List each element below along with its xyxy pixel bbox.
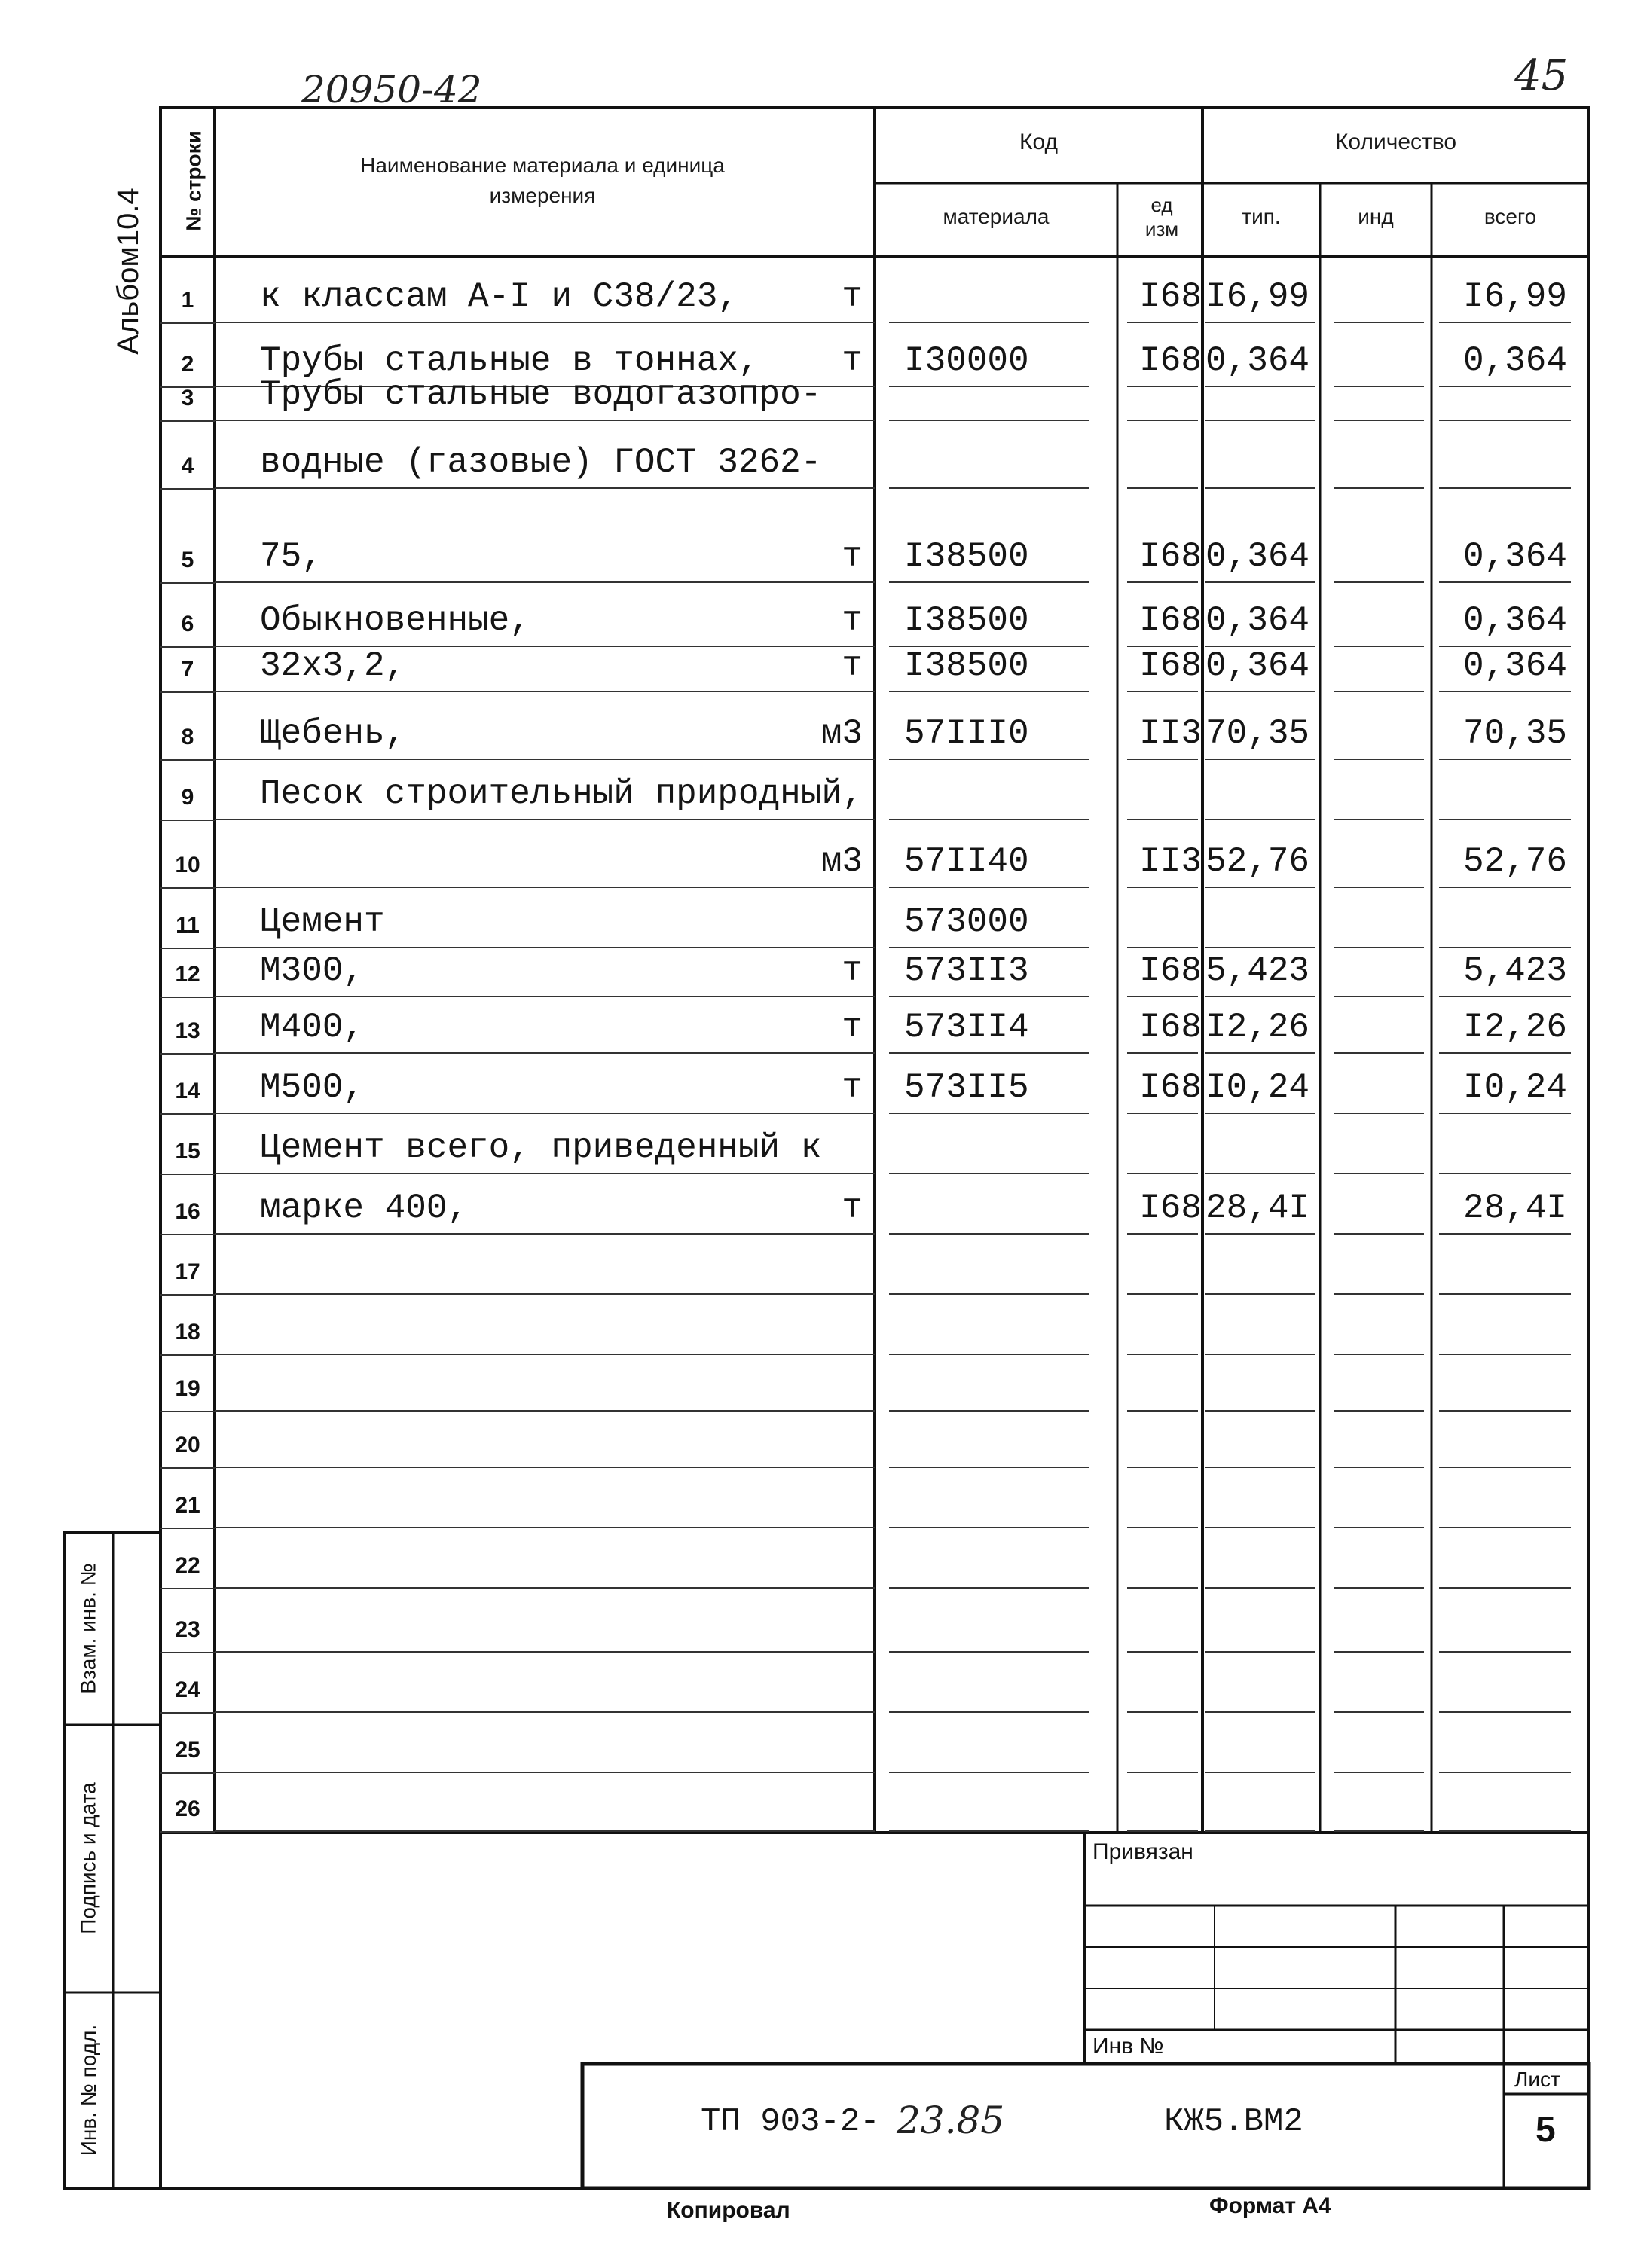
- stamp-vzam-inv: Взам. инв. №: [76, 1563, 100, 1694]
- designation-prefix: ТП 903-2-: [701, 2103, 880, 2141]
- row-rule: [1127, 819, 1198, 820]
- row-number: 3: [181, 386, 194, 411]
- row-rule: [215, 1052, 875, 1054]
- designation-handwritten: 23.85: [897, 2099, 1005, 2142]
- row-unit-code: I68: [1139, 601, 1202, 640]
- row-rule: [889, 386, 1089, 387]
- row-qty-typ: 52,76: [1205, 842, 1310, 881]
- row-rule: [1439, 996, 1571, 997]
- row-unit: т: [842, 1189, 863, 1228]
- row-rule: [1439, 322, 1571, 323]
- row-number-rule: [160, 887, 215, 889]
- row-rule: [1334, 996, 1424, 997]
- row-qty-total: I0,24: [1462, 1068, 1567, 1107]
- row-unit: т: [842, 341, 863, 380]
- row-code: 57III0: [904, 714, 1029, 753]
- row-rule: [1334, 947, 1424, 948]
- row-rule: [889, 487, 1089, 489]
- row-number: 11: [176, 913, 200, 938]
- row-material-name: М400,: [260, 1008, 365, 1047]
- row-number: 16: [175, 1199, 200, 1224]
- row-material-name: водные (газовые) ГОСТ 3262-: [260, 443, 822, 482]
- designation-code: КЖ5.ВМ2: [1164, 2103, 1303, 2141]
- row-rule: [1127, 1711, 1198, 1713]
- row-unit-code: I68: [1139, 1068, 1202, 1107]
- document-number: 20950-42: [301, 68, 482, 111]
- row-unit: т: [842, 951, 863, 991]
- row-number: 7: [181, 657, 194, 682]
- row-rule: [1127, 1410, 1198, 1412]
- row-material-name: 32x3,2,: [260, 646, 406, 685]
- row-number: 26: [175, 1796, 200, 1821]
- row-number-rule: [160, 1113, 215, 1115]
- row-number-rule: [160, 1831, 215, 1833]
- row-number-rule: [160, 1712, 215, 1714]
- row-rule: [1127, 581, 1198, 583]
- row-rule: [215, 487, 875, 489]
- row-rule: [215, 691, 875, 692]
- row-rule: [1205, 1113, 1315, 1114]
- row-rule: [1334, 581, 1424, 583]
- row-qty-typ: 5,423: [1205, 951, 1310, 991]
- row-rule: [1439, 1467, 1571, 1468]
- row-rule: [1439, 1173, 1571, 1174]
- row-unit: т: [842, 646, 863, 685]
- header-code-unit: ед изм: [1144, 194, 1179, 240]
- row-unit: т: [842, 1008, 863, 1047]
- row-code: 573000: [904, 902, 1029, 942]
- row-qty-typ: I6,99: [1205, 277, 1310, 316]
- row-unit-code: II3: [1139, 842, 1202, 881]
- row-number: 21: [175, 1493, 200, 1518]
- row-material-name: марке 400,: [260, 1189, 469, 1228]
- row-rule: [215, 887, 875, 888]
- row-rule: [1334, 1527, 1424, 1528]
- row-qty-total: 28,4I: [1462, 1189, 1567, 1228]
- row-rule: [1439, 1113, 1571, 1114]
- row-rule: [215, 1830, 875, 1832]
- row-rule: [1439, 1354, 1571, 1355]
- row-rule: [215, 1587, 875, 1589]
- row-rule: [215, 1410, 875, 1412]
- sheet-number: 5: [1535, 2110, 1556, 2150]
- row-rule: [1127, 996, 1198, 997]
- page-number-handwritten: 45: [1514, 51, 1569, 100]
- row-rule: [1334, 1830, 1424, 1832]
- row-number: 8: [181, 725, 194, 749]
- row-rule: [215, 1711, 875, 1713]
- row-unit-code: I68: [1139, 646, 1202, 685]
- row-number: 23: [175, 1617, 200, 1642]
- inv-no-label: Инв №: [1092, 2034, 1164, 2059]
- header-qty-ind: инд: [1358, 205, 1394, 228]
- row-unit: м3: [820, 842, 863, 881]
- row-number-rule: [160, 1467, 215, 1469]
- row-rule: [1127, 487, 1198, 489]
- header-qty-typ: тип.: [1242, 205, 1281, 228]
- row-rule: [1205, 1772, 1315, 1773]
- row-rule: [1439, 1293, 1571, 1295]
- row-qty-total: 0,364: [1462, 601, 1567, 640]
- row-rule: [1334, 646, 1424, 647]
- row-rule: [1205, 1173, 1315, 1174]
- row-rule: [1439, 1052, 1571, 1054]
- header-code: Код: [1019, 130, 1058, 154]
- row-qty-typ: 0,364: [1205, 646, 1310, 685]
- row-rule: [889, 1113, 1089, 1114]
- row-rule: [1127, 386, 1198, 387]
- row-rule: [1439, 1587, 1571, 1589]
- row-rule: [1127, 947, 1198, 948]
- row-rule: [889, 819, 1089, 820]
- row-number: 15: [175, 1139, 200, 1164]
- row-number: 2: [181, 352, 194, 377]
- stamp-podpis-data: Подпись и дата: [76, 1782, 100, 1934]
- row-rule: [1127, 1527, 1198, 1528]
- row-qty-typ: I0,24: [1205, 1068, 1310, 1107]
- row-number-rule: [160, 759, 215, 761]
- row-rule: [1127, 1772, 1198, 1773]
- row-rule: [1334, 1772, 1424, 1773]
- row-rule: [1127, 1233, 1198, 1235]
- row-rule: [1439, 420, 1571, 421]
- row-rule: [889, 322, 1089, 323]
- row-unit-code: I68: [1139, 341, 1202, 380]
- row-rule: [215, 819, 875, 820]
- row-qty-total: 0,364: [1462, 341, 1567, 380]
- row-rule: [889, 1830, 1089, 1832]
- row-number: 5: [181, 548, 194, 572]
- row-rule: [1439, 947, 1571, 948]
- row-number-rule: [160, 948, 215, 949]
- row-qty-total: 0,364: [1462, 537, 1567, 576]
- row-rule: [1127, 1651, 1198, 1653]
- row-unit-code: I68: [1139, 537, 1202, 576]
- row-rule: [1439, 1772, 1571, 1773]
- row-qty-total: I6,99: [1462, 277, 1567, 316]
- row-material-name: Щебень,: [260, 714, 406, 753]
- row-unit: т: [842, 537, 863, 576]
- row-code: I30000: [904, 341, 1029, 380]
- row-rule: [889, 1410, 1089, 1412]
- row-number: 13: [175, 1018, 200, 1043]
- row-rule: [1127, 887, 1198, 888]
- stamp-inv-podl: Инв. № подл.: [77, 2024, 100, 2157]
- row-rule: [1205, 1830, 1315, 1832]
- row-number-rule: [160, 1528, 215, 1529]
- row-number-rule: [160, 1234, 215, 1235]
- row-rule: [215, 1173, 875, 1174]
- row-number-rule: [160, 488, 215, 490]
- row-rule: [215, 1651, 875, 1653]
- row-number: 19: [175, 1376, 200, 1401]
- row-rule: [1334, 1467, 1424, 1468]
- row-rule: [1334, 691, 1424, 692]
- row-rule: [1127, 1354, 1198, 1355]
- row-qty-typ: I2,26: [1205, 1008, 1310, 1047]
- row-rule: [1334, 1173, 1424, 1174]
- row-rule: [889, 1293, 1089, 1295]
- row-number-rule: [160, 1588, 215, 1589]
- row-rule: [1334, 1052, 1424, 1054]
- row-number: 10: [175, 853, 200, 878]
- row-number-rule: [160, 1411, 215, 1412]
- row-rule: [889, 996, 1089, 997]
- row-number-rule: [160, 1294, 215, 1296]
- row-unit: м3: [820, 714, 863, 753]
- row-rule: [1127, 1052, 1198, 1054]
- row-material-name: М500,: [260, 1068, 365, 1107]
- row-number: 25: [175, 1738, 200, 1763]
- row-rule: [1205, 996, 1315, 997]
- row-unit-code: II3: [1139, 714, 1202, 753]
- row-material-name: М300,: [260, 951, 365, 991]
- row-rule: [1205, 1651, 1315, 1653]
- row-qty-total: I2,26: [1462, 1008, 1567, 1047]
- row-rule: [1439, 386, 1571, 387]
- header-quantity: Количество: [1334, 130, 1457, 154]
- row-rule: [889, 887, 1089, 888]
- row-number-rule: [160, 1772, 215, 1774]
- row-rule: [1127, 1467, 1198, 1468]
- row-rule: [889, 1052, 1089, 1054]
- row-code: 573II5: [904, 1068, 1029, 1107]
- row-number: 1: [181, 288, 194, 313]
- row-rule: [889, 1651, 1089, 1653]
- row-rule: [1439, 759, 1571, 760]
- row-material-name: Песок строительный природный,: [260, 774, 863, 813]
- row-number-rule: [160, 1174, 215, 1175]
- row-unit-code: I68: [1139, 277, 1202, 316]
- row-rule: [1334, 386, 1424, 387]
- row-rule: [1127, 420, 1198, 421]
- row-qty-typ: 28,4I: [1205, 1189, 1310, 1228]
- row-qty-typ: 70,35: [1205, 714, 1310, 753]
- row-rule: [215, 1293, 875, 1295]
- row-number-rule: [160, 582, 215, 584]
- row-rule: [889, 581, 1089, 583]
- row-rule: [215, 420, 875, 421]
- row-rule: [1205, 1293, 1315, 1295]
- row-rule: [889, 1354, 1089, 1355]
- row-rule: [1334, 1293, 1424, 1295]
- row-rule: [1334, 819, 1424, 820]
- row-rule: [889, 1173, 1089, 1174]
- row-rule: [889, 1711, 1089, 1713]
- row-rule: [889, 420, 1089, 421]
- row-rule: [1439, 691, 1571, 692]
- row-rule: [1334, 420, 1424, 421]
- row-rule: [889, 1587, 1089, 1589]
- row-rule: [1439, 1711, 1571, 1713]
- row-rule: [1439, 1830, 1571, 1832]
- row-material-name: Трубы стальные водогазопро-: [260, 375, 822, 414]
- row-rule: [215, 1527, 875, 1528]
- row-rule: [1439, 1410, 1571, 1412]
- row-unit: т: [842, 601, 863, 640]
- row-number: 17: [175, 1259, 200, 1284]
- row-rule: [1205, 1052, 1315, 1054]
- row-unit-code: I68: [1139, 1008, 1202, 1047]
- row-rule: [1334, 759, 1424, 760]
- row-code: I38500: [904, 646, 1029, 685]
- row-number: 14: [175, 1079, 200, 1103]
- row-rule: [1439, 887, 1571, 888]
- row-unit-code: I68: [1139, 951, 1202, 991]
- row-rule: [215, 1772, 875, 1773]
- row-rule: [215, 996, 875, 997]
- row-number: 6: [181, 612, 194, 636]
- row-rule: [1334, 887, 1424, 888]
- row-rule: [1205, 487, 1315, 489]
- row-number: 24: [175, 1677, 200, 1702]
- row-number-rule: [160, 646, 215, 648]
- row-rule: [215, 759, 875, 760]
- row-rule: [889, 759, 1089, 760]
- row-rule: [1127, 759, 1198, 760]
- row-rule: [215, 1113, 875, 1114]
- row-rule: [1205, 1233, 1315, 1235]
- row-rule: [1205, 1410, 1315, 1412]
- row-number-rule: [160, 691, 215, 693]
- row-qty-typ: 0,364: [1205, 601, 1310, 640]
- row-rule: [1334, 1410, 1424, 1412]
- row-rule: [889, 691, 1089, 692]
- row-rule: [1205, 420, 1315, 421]
- row-qty-total: 52,76: [1462, 842, 1567, 881]
- row-rule: [1127, 691, 1198, 692]
- row-rule: [1205, 1587, 1315, 1589]
- row-rule: [1205, 581, 1315, 583]
- row-rule: [1205, 691, 1315, 692]
- row-code: 573II3: [904, 951, 1029, 991]
- row-qty-typ: 0,364: [1205, 537, 1310, 576]
- row-rule: [1205, 947, 1315, 948]
- row-number-rule: [160, 322, 215, 324]
- row-rule: [1439, 581, 1571, 583]
- row-number: 9: [181, 785, 194, 810]
- row-number: 18: [175, 1320, 200, 1345]
- row-number-rule: [160, 820, 215, 821]
- row-rule: [1334, 322, 1424, 323]
- row-qty-total: 70,35: [1462, 714, 1567, 753]
- row-rule: [1205, 1467, 1315, 1468]
- row-rule: [1334, 1711, 1424, 1713]
- footer-format: Формат А4: [1209, 2193, 1331, 2218]
- privyazan-label: Привязан: [1092, 1839, 1193, 1864]
- row-unit: т: [842, 277, 863, 316]
- row-rule: [1127, 1113, 1198, 1114]
- row-rule: [889, 1233, 1089, 1235]
- album-label: Альбом10.4: [112, 188, 145, 355]
- row-rule: [889, 947, 1089, 948]
- row-material-name: Цемент: [260, 902, 385, 942]
- row-number-rule: [160, 1053, 215, 1055]
- row-number-rule: [160, 1354, 215, 1356]
- row-rule: [1127, 1587, 1198, 1589]
- row-number: 4: [181, 453, 194, 478]
- row-unit: т: [842, 1068, 863, 1107]
- row-rule: [889, 1772, 1089, 1773]
- row-rule: [1127, 1293, 1198, 1295]
- row-material-name: Трубы стальные в тоннах,: [260, 341, 759, 380]
- row-qty-typ: 0,364: [1205, 341, 1310, 380]
- row-qty-total: 0,364: [1462, 646, 1567, 685]
- row-rule: [1334, 1587, 1424, 1589]
- row-code: 57II40: [904, 842, 1029, 881]
- row-code: 573II4: [904, 1008, 1029, 1047]
- row-rule: [1439, 1233, 1571, 1235]
- row-rule: [1127, 1173, 1198, 1174]
- row-number-rule: [160, 997, 215, 998]
- row-rule: [1439, 1651, 1571, 1653]
- row-number-rule: [160, 1652, 215, 1653]
- row-rule: [1205, 759, 1315, 760]
- row-rule: [1334, 1113, 1424, 1114]
- row-rule: [1334, 487, 1424, 489]
- row-number: 20: [175, 1433, 200, 1458]
- row-rule: [1205, 887, 1315, 888]
- row-material-name: 75,: [260, 537, 322, 576]
- sheet-label: Лист: [1514, 2068, 1560, 2091]
- header-code-material: материала: [943, 205, 1050, 228]
- header-material-name: Наименование материала и единица измерения: [360, 154, 725, 207]
- row-qty-total: 5,423: [1462, 951, 1567, 991]
- footer-copied: Копировал: [667, 2198, 790, 2223]
- row-rule: [1127, 1830, 1198, 1832]
- row-rule: [1127, 322, 1198, 323]
- row-material-name: Цемент всего, приведенный к: [260, 1128, 822, 1168]
- row-rule: [1439, 1527, 1571, 1528]
- row-rule: [215, 1233, 875, 1235]
- header-qty-total: всего: [1484, 205, 1537, 228]
- row-rule: [215, 1467, 875, 1468]
- row-number: 12: [175, 962, 200, 987]
- row-number: 22: [175, 1553, 200, 1578]
- row-unit-code: I68: [1139, 1189, 1202, 1228]
- row-rule: [889, 1467, 1089, 1468]
- row-rule: [215, 947, 875, 948]
- row-rule: [215, 1354, 875, 1355]
- row-rule: [1205, 1354, 1315, 1355]
- row-material-name: к классам А-I и С38/23,: [260, 277, 738, 316]
- row-code: I38500: [904, 537, 1029, 576]
- row-rule: [1205, 386, 1315, 387]
- row-rule: [1205, 819, 1315, 820]
- row-rule: [1439, 487, 1571, 489]
- row-rule: [1334, 1354, 1424, 1355]
- row-rule: [1205, 1711, 1315, 1713]
- row-rule: [1334, 1651, 1424, 1653]
- row-rule: [1439, 819, 1571, 820]
- row-material-name: Обыкновенные,: [260, 601, 530, 640]
- row-rule: [1334, 1233, 1424, 1235]
- row-number-rule: [160, 420, 215, 422]
- row-rule: [889, 1527, 1089, 1528]
- row-rule: [1205, 1527, 1315, 1528]
- row-code: I38500: [904, 601, 1029, 640]
- row-rule: [215, 322, 875, 323]
- header-row-number: № строки: [182, 130, 206, 231]
- row-rule: [215, 581, 875, 583]
- row-rule: [1205, 322, 1315, 323]
